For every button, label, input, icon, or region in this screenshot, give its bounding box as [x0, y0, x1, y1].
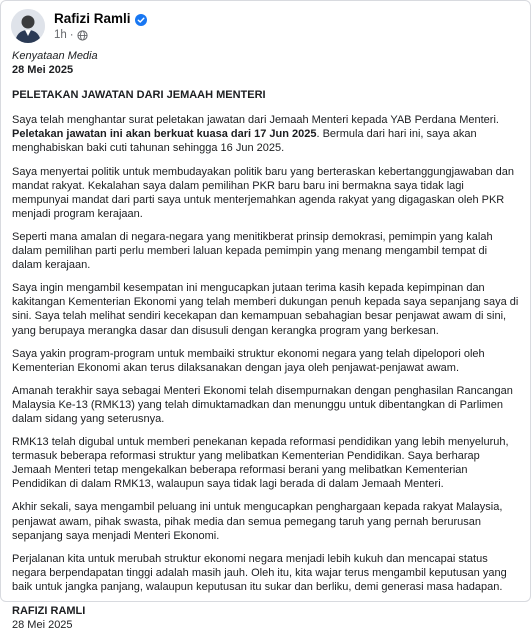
paragraph-8: Akhir sekali, saya mengambil peluang ini untuk mengucapkan penghargaan kepada rakyat Malaysia, penjawat awam, pihak swasta, pihak media dan semua pemegang taruh yang pernah berurusan sepanjang saya menjadi Menteri Ekonomi.	[12, 501, 503, 542]
paragraph-9: Perjalanan kita untuk merubah struktur ekonomi negara menjadi lebih kukuh dan mencapai status negara berpendapatan tinggi adalah masih jauh. Oleh itu, kita wajar terus mengambil keputusan yang baik untuk jangka panjang, walaupun keputusan itu sukar dan berliku, demi generasi masa hadapan.	[12, 552, 507, 593]
separator-dot: ·	[69, 29, 74, 41]
paragraph-4: Saya ingin mengambil kesempatan ini mengucapkan jutaan terima kasih kepada kepimpinan dan kakitangan Kementerian Ekonomi yang telah memberi dukungan penuh kepada saya sepanjang saya di sini. Saya telah melihat sendiri kecekapan dan kemampuan sebahagian besar penjawat awam di sini, yang berupaya merangka dasar dan disusuli dengan kerangka program yang berkesan.	[12, 282, 519, 337]
author-row	[54, 10, 147, 27]
post-header	[11, 9, 147, 43]
author-name[interactable]: Rafizi Ramli	[54, 11, 131, 26]
statement-title: PELETAKAN JAWATAN DARI JEMAAH MENTERI	[12, 89, 266, 102]
post-timestamp-row	[54, 28, 147, 42]
signoff-name: RAFIZI RAMLI	[12, 605, 86, 617]
paragraph-1-bold: Peletakan jawatan ini akan berkuat kuasa dari 17 Jun 2025	[12, 128, 317, 141]
globe-icon[interactable]	[77, 30, 88, 41]
paragraph-1-part-2: . Bermula dari hari ini, saya akan menghabiskan baki cuti tahunan sehingga 16 Jun 2025.	[12, 128, 477, 155]
post-time[interactable]: 1h	[54, 29, 67, 41]
statement-date: 28 Mei 2025	[12, 64, 74, 77]
statement-label: Kenyataan Media	[12, 50, 98, 62]
signoff-date: 28 Mei 2025	[12, 619, 73, 632]
paragraph-7: RMK13 telah digubal untuk memberi penekanan kepada reformasi pendidikan yang lebih menyeluruh, termasuk beberapa reformasi struktur yang melibatkan Kementerian Pendidikan. Saya berharap Jemaah Menteri tetap mengekalkan beberapa reformasi berani yang melibatkan Kementerian Pendidikan di dalam RMK13, walaupun saya tidak lagi berada di dalam Jemaah Menteri.	[12, 436, 509, 491]
paragraph-3: Seperti mana amalan di negara-negara yang menitikberat prinsip demokrasi, pemimpin yang kalah dalam pemilihan parti perlu memberi laluan kepada pemimpin yang menang mengambil tempat di dalam kerajaan.	[12, 230, 493, 272]
paragraph-1	[12, 113, 520, 155]
verified-badge-icon	[135, 13, 147, 25]
post-meta	[54, 10, 147, 42]
paragraph-5: Saya yakin program-program untuk membaiki struktur ekonomi negara yang telah dipelopori oleh Kementerian Ekonomi akan terus dilaksanakan dengan jaya oleh penjawat-penjawat awam.	[12, 347, 485, 374]
paragraph-1-part-1: Saya telah menghantar surat peletakan jawatan dari Jemaah Menteri kepada YAB Perdana Menteri.	[12, 114, 499, 127]
paragraph-2: Saya menyertai politik untuk membudayakan politik baru yang berteraskan kebertanggungjawaban dan mandat rakyat. Kekalahan saya dalam pemilihan PKR baru baru ini bermakna saya tidak lagi mempunyai mandat dari parti saya untuk menterjemahkan agenda rakyat yang digagaskan oleh PKR menjadi program kerajaan.	[12, 165, 515, 220]
avatar[interactable]	[11, 9, 45, 43]
paragraph-6: Amanah terakhir saya sebagai Menteri Ekonomi telah disempurnakan dengan penghasilan Rancangan Malaysia Ke-13 (RMK13) yang telah dimuktamadkan dan menunggu untuk dibentangkan di Parlimen dalam sidang yang seterusnya.	[12, 384, 513, 425]
profile-photo-icon	[11, 9, 45, 43]
post-body	[12, 49, 520, 632]
